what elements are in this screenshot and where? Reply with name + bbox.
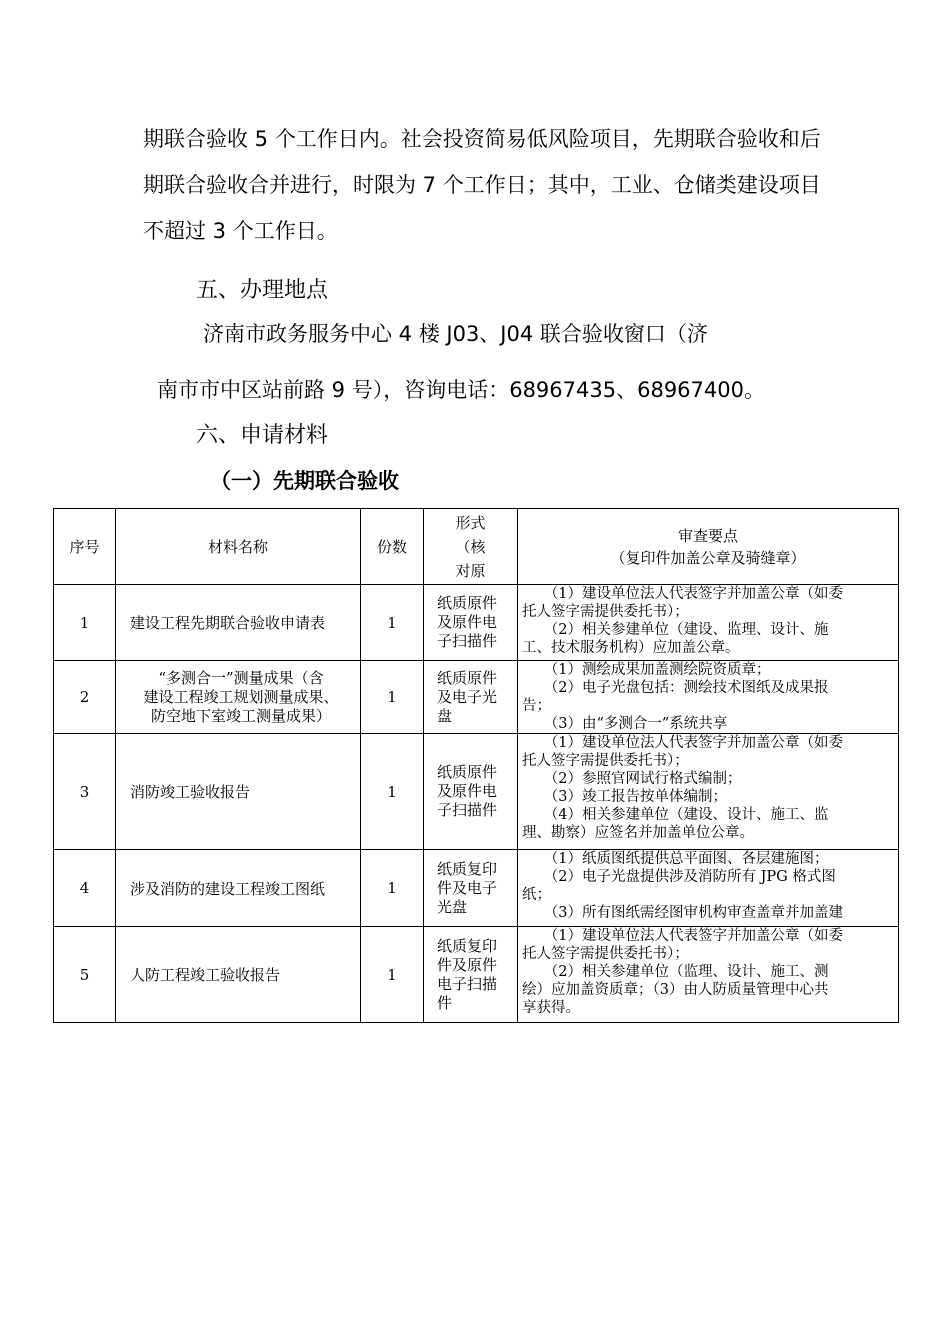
cell-serial: 3 (54, 734, 116, 850)
intro-paragraph (143, 116, 821, 254)
header-serial: 序号 (54, 509, 116, 585)
cell-review-points: （1）测绘成果加盖测绘院资质章； （2）电子光盘包括：测绘技术图纸及成果报 告； （3）由“多测合一”系统共享 (518, 661, 899, 734)
cell-copies: 1 (361, 585, 424, 661)
cell-material-name: 建设工程先期联合验收申请表 (116, 585, 361, 661)
header-form: 形式 （核 对原 (424, 509, 518, 585)
cell-review-points: （1）纸质图纸提供总平面图、各层建施图； （2）电子光盘提供涉及消防所有 JPG 格式图 纸； （3）所有图纸需经图审机构审查盖章并加盖建 (518, 850, 899, 927)
cell-form: 纸质复印 件及电子 光盘 (424, 850, 518, 927)
header-copies: 份数 (361, 509, 424, 585)
intro-line: 期联合验收合并进行，时限为 7 个工作日；其中，工业、仓储类建设项目 (143, 173, 821, 197)
cell-form: 纸质原件 及电子光 盘 (424, 661, 518, 734)
cell-serial: 4 (54, 850, 116, 927)
cell-serial: 1 (54, 585, 116, 661)
table-row (54, 850, 899, 927)
cell-material-name: 人防工程竣工验收报告 (116, 927, 361, 1023)
table-row (54, 661, 899, 734)
table-row (54, 585, 899, 661)
address-line: 南市市中区站前路 9 号），咨询电话：68967435、68967400。 (157, 378, 765, 402)
cell-review-points: （1）建设单位法人代表签字并加盖公章（如委 托人签字需提供委托书）； （2）参照官网试行格式编制； （3）竣工报告按单体编制； （4）相关参建单位（建设、设计、施工、监 理、勘察）应签名并加盖单位公章。 (518, 734, 899, 850)
cell-copies: 1 (361, 661, 424, 734)
table-row (54, 734, 899, 850)
materials-table (53, 508, 899, 1023)
cell-copies: 1 (361, 927, 424, 1023)
header-material-name: 材料名称 (116, 509, 361, 585)
cell-review-points: （1）建设单位法人代表签字并加盖公章（如委 托人签字需提供委托书）； （2）相关参建单位（监理、设计、施工、测 绘）应加盖资质章；（3）由人防质量管理中心共 享获得。 (518, 927, 899, 1023)
cell-material-name: “多测合一”测量成果（含 建设工程竣工规划测量成果、 防空地下室竣工测量成果） (116, 661, 361, 734)
cell-serial: 2 (54, 661, 116, 734)
section-heading-location: 五、办理地点 (196, 278, 329, 303)
cell-material-name: 消防竣工验收报告 (116, 734, 361, 850)
cell-copies: 1 (361, 850, 424, 927)
header-review-points: 审查要点 （复印件加盖公章及骑缝章） (518, 509, 899, 585)
intro-line: 期联合验收 5 个工作日内。社会投资简易低风险项目，先期联合验收和后 (143, 127, 821, 151)
address-paragraph (0, 306, 765, 418)
address-line: 济南市政务服务中心 4 楼 J03、J04 联合验收窗口（济 (203, 322, 708, 346)
table-header-row (54, 509, 899, 585)
subsection-heading-early-acceptance: （一）先期联合验收 (210, 469, 399, 493)
section-heading-materials: 六、申请材料 (196, 423, 329, 448)
table-row (54, 927, 899, 1023)
cell-serial: 5 (54, 927, 116, 1023)
cell-form: 纸质原件 及原件电 子扫描件 (424, 585, 518, 661)
cell-form: 纸质原件 及原件电 子扫描件 (424, 734, 518, 850)
cell-form: 纸质复印 件及原件 电子扫描 件 (424, 927, 518, 1023)
cell-review-points: （1）建设单位法人代表签字并加盖公章（如委 托人签字需提供委托书）； （2）相关参建单位（建设、监理、设计、施 工、技术服务机构）应加盖公章。 (518, 585, 899, 661)
intro-line: 不超过 3 个工作日。 (143, 219, 338, 243)
cell-copies: 1 (361, 734, 424, 850)
cell-material-name: 涉及消防的建设工程竣工图纸 (116, 850, 361, 927)
